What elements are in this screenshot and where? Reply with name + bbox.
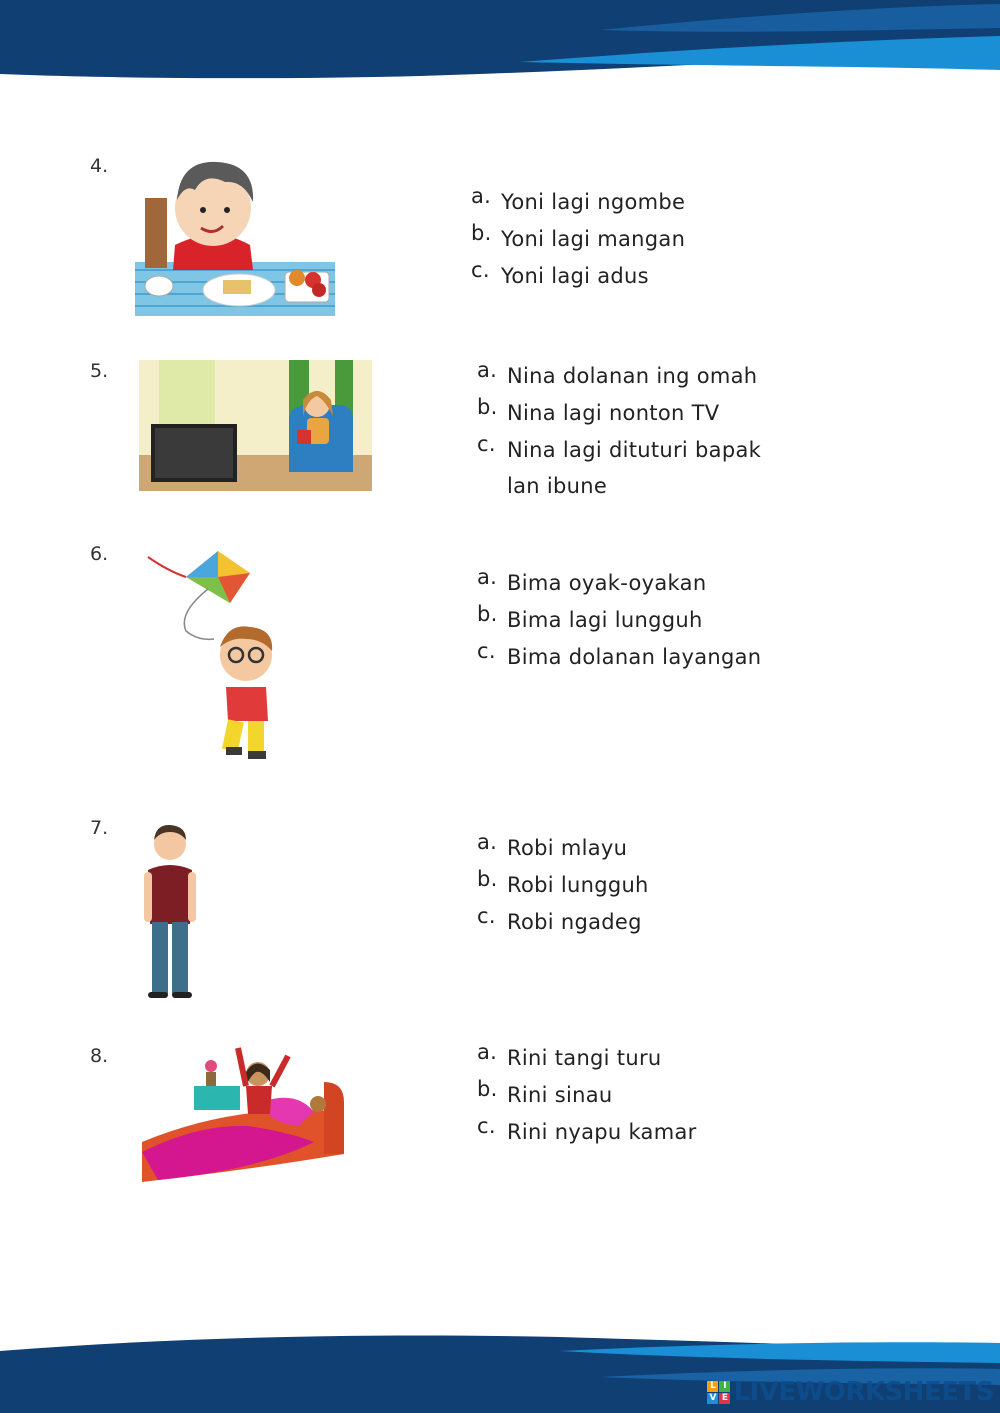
answer-options (477, 358, 777, 504)
option-letter: c. (477, 904, 496, 928)
option-letter: c. (477, 432, 496, 456)
option-letter: b. (477, 867, 498, 891)
option-a[interactable] (477, 1040, 777, 1077)
question-number: 5. (90, 360, 109, 382)
option-text: Bima oyak-oyakan (507, 571, 707, 595)
liveworksheets-logo (707, 1377, 994, 1407)
boy-eating-icon (135, 150, 335, 318)
option-text: Rini sinau (507, 1083, 613, 1107)
man-standing-icon (140, 822, 200, 1002)
option-text: Robi ngadeg (507, 910, 642, 934)
option-letter: a. (477, 565, 498, 589)
option-a[interactable] (477, 830, 777, 867)
option-a[interactable] (477, 565, 777, 602)
option-letter: a. (477, 1040, 498, 1064)
option-c[interactable] (477, 1114, 777, 1151)
option-letter: c. (477, 1114, 496, 1138)
girl-waking-up-icon (138, 1042, 348, 1190)
question-number: 8. (90, 1045, 109, 1067)
option-text: Rini tangi turu (507, 1046, 662, 1070)
option-b[interactable] (477, 1077, 777, 1114)
answer-options (477, 565, 777, 676)
option-letter: b. (471, 221, 492, 245)
option-c[interactable] (477, 432, 777, 504)
option-b[interactable] (477, 867, 777, 904)
option-a[interactable] (477, 358, 777, 395)
option-b[interactable] (477, 602, 777, 639)
option-letter: c. (477, 639, 496, 663)
option-text: Nina dolanan ing omah (507, 364, 758, 388)
option-letter: b. (477, 1077, 498, 1101)
option-text: Yoni lagi adus (501, 264, 649, 288)
option-b[interactable] (471, 221, 771, 258)
option-text: Nina lagi dituturi bapak lan ibune (507, 438, 762, 498)
question-number: 6. (90, 543, 109, 565)
answer-options (477, 830, 777, 941)
option-text: Robi lungguh (507, 873, 649, 897)
question-number: 4. (90, 155, 109, 177)
option-letter: a. (477, 358, 498, 382)
question-number: 7. (90, 817, 109, 839)
option-text: Rini nyapu kamar (507, 1120, 697, 1144)
option-b[interactable] (477, 395, 777, 432)
option-letter: b. (477, 602, 498, 626)
option-text: Robi mlayu (507, 836, 628, 860)
option-letter: c. (471, 258, 490, 282)
option-letter: b. (477, 395, 498, 419)
answer-options (477, 1040, 777, 1151)
option-text: Yoni lagi ngombe (501, 190, 686, 214)
option-text: Bima lagi lungguh (507, 608, 703, 632)
option-letter: a. (477, 830, 498, 854)
option-c[interactable] (477, 639, 777, 676)
option-letter: a. (471, 184, 492, 208)
logo-badge: L I V E (707, 1381, 730, 1404)
answer-options (471, 184, 771, 295)
option-c[interactable] (471, 258, 771, 295)
option-text: Bima dolanan layangan (507, 645, 762, 669)
header-wave-band (0, 0, 1000, 90)
option-c[interactable] (477, 904, 777, 941)
girl-watching-tv-icon (139, 360, 372, 491)
logo-text: LIVEWORKSHEETS (733, 1377, 994, 1407)
boy-flying-kite-icon (138, 543, 293, 761)
option-a[interactable] (471, 184, 771, 221)
option-text: Yoni lagi mangan (501, 227, 686, 251)
option-text: Nina lagi nonton TV (507, 401, 720, 425)
